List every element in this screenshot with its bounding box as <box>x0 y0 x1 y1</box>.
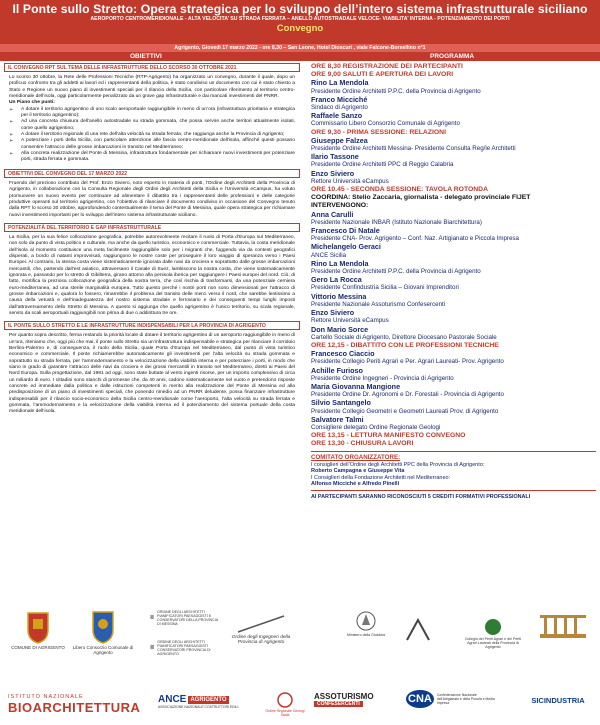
programma-name: Maria Giovanna Mangione <box>311 382 401 391</box>
programma-name: Ilario Tassone <box>311 153 359 162</box>
consorzio-logo <box>72 610 134 655</box>
programma-role: Presidente Nazionale INBAR (Istituto Nazionale Biarchitettura) <box>311 218 482 226</box>
programma-time: ORE 13,15 - LETTURA MANIFESTO CONVEGNO <box>311 432 466 440</box>
cna-label: CNA <box>406 690 434 708</box>
page-subtitle: AEROPORTO CENTROMERIDIONALE - ALTA VELOCITA’ SU STRADA FERRATA – ANELLO AUTOSTRADALE VELOCE- VIABILITA’ INTERNA - POTENZIAMENTO DEI PORTI <box>90 16 510 22</box>
inbar-logo <box>8 694 148 715</box>
programma-name: Rino La Mendola <box>311 79 369 88</box>
programma-role: Presidente Ordine Ingegneri - Provincia di Agrigento <box>311 374 454 382</box>
comune-logo <box>8 610 68 650</box>
section-heading-3: POTENZIALITÀ DEL TERRITORIO E GAP INFRASTRUTTURALE <box>4 223 300 232</box>
programma-role: Consigliere delegato Ordine Regionale Geologi <box>311 423 441 431</box>
date-line: Agrigento, Giovedì 17 marzo 2022 - ore 8,30 – San Leone, Hotel Dioscuri , viale Falcone-Borsellino n°1 <box>0 44 600 52</box>
confederazione-label: Confederazione Nazionale dell'Artigianato e della Piccola e Media Impresa <box>436 693 495 705</box>
programma-name: Franco Micciché <box>311 95 368 104</box>
programma-name: Vittorio Messina <box>311 292 367 301</box>
ance-caption: ASSOCIAZIONE NAZIONALE COSTRUTTORI EDILI <box>158 705 239 709</box>
sicindustria-label: SICINDUSTRIA <box>531 696 585 705</box>
col-head-obiettivi: OBIETTIVI <box>130 53 162 60</box>
programma-role: Presidente CNA- Prov. Agrigento – Conf. Naz. Artigianato e Piccola Impresa <box>311 235 519 243</box>
assoturismo-logo <box>314 692 386 707</box>
ordine-messina-label: ORDINE DEGLI ARCHITETTI PIANIFICATORI PAESAGGISTI E CONSERVATORI DELLA PROVINCIA DI MESSINA <box>157 610 218 626</box>
org-heading: COMITATO ORGANIZZATORE: <box>311 453 401 461</box>
programma-name: Enzo Siviero <box>311 169 355 178</box>
ordine-agrigento-label: ORDINE DEGLI ARCHITETTI PIANIFICATORI PAESAGGISTI CONSERVATORI PROVINCIA DI AGRIGENTO <box>157 640 211 656</box>
programma-time: ORE 13,30 - CHIUSURA LAVORI <box>311 440 414 448</box>
programma-role: Presidente Ordine Dr. Agronomi e Dr. Forestali - Provincia di Agrigento <box>311 391 504 399</box>
list-item: ➢ A potenziare i porti della Sicilia, con particolare attenzione alle fascia centro-meridionale dell’isola, affinché questi possano consentire l’attracco delle grosse imbarcazioni in transito nel Mediterraneo; <box>9 138 295 151</box>
consorzio-label: Libero Consorzio Comunale di Agrigento <box>72 645 134 655</box>
left-column <box>4 63 300 597</box>
section-heading-4: IL PONTE SULLO STRETTO E LE INFRASTRUTTURE INDISPENSABILI PER LA PROVINCIA DI AGRIGENTO <box>4 321 300 330</box>
page-title: Il Ponte sullo Stretto: Opera strategica per lo sviluppo dell’intero sistema infrastrutturale siciliano <box>12 2 588 16</box>
list-item: ➢ Alla concreta realizzazione del Ponte di Messina, infrastruttura fondamentale per richiamare nuovi investimenti per potenziare porti, strada ferrata e gommata. <box>9 151 295 164</box>
programma-time: ORE 12,15 - DIBATTITO CON LE PROFESSIONI TECNICHE <box>311 341 499 349</box>
programma-role: Commissario Libero Consorzio Comunale di Agrigento <box>311 120 460 128</box>
programma-role: Rettore Università eCampus <box>311 177 389 185</box>
col-head-programma: PROGRAMMA <box>430 53 475 60</box>
programma-name: Rino La Mendola <box>311 259 369 268</box>
ministero-logo <box>336 610 396 637</box>
assoturismo-label: ASSOTURISMO <box>314 692 374 701</box>
programma-name: Achille Furioso <box>311 366 363 375</box>
list-item: ➢ A dotare il territorio regionale di una rete dell’alta velocità su strada ferrata, che raggiunga anche la Provincia di Agrigento; <box>9 132 295 138</box>
programma-role: Presidente Nazionale Assoturismo Confesercenti <box>311 300 446 308</box>
programma-time: ORE 9,30 - PRIMA SESSIONE: RELAZIONI <box>311 128 446 136</box>
programma-role: Presidente Confindustria Sicilia – Giovani Imprenditori <box>311 284 459 292</box>
paragraph-4: Per quanto sopra descritto, ferma restando la priorità locale di dotare il territorio agrigentino di un aeroporto raggiungibile in meno di un’ora, riteniamo che, oggi più che mai, il ponte sullo Stretto sia un’infrastruttura indispensabile e strategica per rilanciare il corridoio Berlino-Palermo e, di conseguenza, il ruolo della Sicilia, quale Porta d’Europa nel Mediterraneo, dal punto di vista turistico economico e commerciale. Il ponte richiamerebbe automaticamente gli investimenti per l’alta velocità su strada gommata e soprattutto su strada ferrata, per l’ammodernamento e la velocizzazione della viabilità interna e per potenziare i porti, in modo che siano in grado di garantire l’attracco delle navi da crociera e dei grossi mercantili in transito nel Mediterraneo, diretti ai Paesi del Nord Europa. Sulla progettazione, dal 1981 ad oggi, sono state buttate al vento ingenti risorse, per un importo complessivo di circa un miliardo di euro. I cittadini sono stanchi di promesse che, da 40 anni, cadono sistematicamente nel vuoto e pretendono risposte concrete ed immediate dalla politica e dalle istituzioni competenti in merito alla realizzazione del Ponte di Messina ed alla predisposizione di un piano di investimenti speciali, che ponendo rimedio ad un PNRR deludente, possa finanziare infrastrutture indispensabili per il rilancio socio-economico della Sicilia centro-meridionale come l’aeroporto, l’alta velocità su strada ferrata e gommata, l’ammodernamento e la velocizzazione della viabilità interna ed il potenziamento del sistema portuale della costa meridionale dell’isola. <box>9 333 295 415</box>
programma-time: ORE 9,00 SALUTI E APERTURA DEI LAVORI <box>311 71 454 79</box>
programma-role: Rettore Università eCampus <box>311 317 389 325</box>
sicindustria-logo <box>520 696 596 705</box>
cna-logo <box>406 690 506 708</box>
org-names-2: Alfonso Micciché e Alfredo Pinelli <box>311 481 400 488</box>
programma-name: Raffaele Sanzo <box>311 112 363 121</box>
triangle-logo <box>398 618 438 643</box>
programma-role: Presidente Ordine Architetti P.P.C. della Provincia di Agrigento <box>311 87 481 95</box>
paragraph-2: Fruendo del prezioso contributo del Prof. Enzo Siviero, noto esperto in materia di ponti, l’Ordine degli Architetti della Provincia di Agrigento, in collaborazione con la Consulta Regionale degli Ordini degli Architetti della Sicilia e l’Università eCampus, ha voluto promuovere un nuovo evento per continuare ad alimentare il dibattito tra i rappresentanti delle professioni e delle categorie produttive operanti sul territorio agrigentino, con l’obiettivo di rilanciare il documento condiviso in occasione del Convegno tenuto dalla RPT lo scorso 30 ottobre, approfondendo contestualmente il tema del Ponte di Messina, quale opera strategica per richiamare nuovi investimenti importanti per lo sviluppo dell’intero sistema infrastrutturale siciliano. <box>9 180 295 218</box>
plan-list <box>4 107 300 164</box>
programma-name: Silvio Santangelo <box>311 399 371 408</box>
ordine-agrigento-logo <box>150 640 220 656</box>
section-heading-2: OBIETTIVI DEL CONVEGNO DEL 17 MARZO 2022 <box>4 169 300 178</box>
programma-name: Francesco Ciaccio <box>311 350 375 359</box>
programma-name: Giuseppe Falzea <box>311 136 368 145</box>
geologi-logo <box>262 692 308 717</box>
paragraph-3: La Sicilia, per la sua felice collocazione geografica, potrebbe autorevolmente recitare il ruolo di Porta d’Europa sul Mediterraneo, non solo da punto di vista politico e culturale, ma anche da quello turistico, economico e commerciale. Tuttavia, la costa meridionale dell’isola al momento costituisce una meta facilmente raggiungibile solo per i migranti che, fuggendo via da contesti geografici disperati, a bordo di natanti improvvisati, raggiungono le nostre coste per proseguire il loro viaggio di speranza verso i Paesi Europei. Al contrario, la stessa costa viene sistematicamente ignorata dalle navi da crociera e soprattutto dalle grosse imbarcazioni mercantili, che, partendo dall’est asiatico, attraversano il Canale di Suez, lambiscono la nostra costa, che viene sistematicamente ignorata e, passando per lo stretto di Gibilterra, girano attorno alla penisola iberica per raggiungere i Paesi europei del nord. Ciò, di fatto, mortifica la preziosa collocazione geografica della nostra terra, che così rischia di trasformarsi, da una potenziale cerniera euro-mediterranea, ad una sterile marginalità europea. Tutto questo perché i nostri porti non sono dimensionati per l’attracco di grosse imbarcazioni e, qualora lo fossero, rimarrebbe il problema del transito delle merci verso il nord, che sarebbe lentissimo a causa della vetustà e dell’inadeguatezza del nostro sistema stradale e ferroviario e dei conseguenti tempi lunghi imposti dall’attraversamento dello Stretto di Messina. A questo si aggiunga che quello agrigentino è l’unico territorio, su scala regionale, servito da scali aeroportuali raggiungibili non prima di due o addirittura tre ore. <box>9 234 295 316</box>
programma-role: Sindaco di Agrigento <box>311 104 368 112</box>
section-heading-1: IL CONVEGNO RPT SUL TEMA DELLE INFRASTRUTTURE DELLO SCORSO 30 OTTOBRE 2021 <box>4 63 300 72</box>
programma-column <box>311 63 596 603</box>
programma-role: Presidente Collegio Periti Agrari e Per. Agrari Laureati- Prov. Agrigento <box>311 358 504 366</box>
programma-name: Gero La Rocca <box>311 276 362 285</box>
programma-role: Presidente Ordine Architetti P.P.C. della Provincia di Agrigento <box>311 268 481 276</box>
programma-list <box>311 63 596 449</box>
periti-label: Collegio dei Periti Agrari e dei Periti Agrari Laureati della Provincia di Agrigento <box>464 637 522 649</box>
ance-sub-label: AGRIGENTO <box>190 696 227 703</box>
logos-strip <box>0 608 600 725</box>
programma-name: Salvatore Talmi <box>311 415 364 424</box>
temple-logo <box>534 612 592 643</box>
ministero-label: Ministero della Giustizia <box>347 633 385 637</box>
list-item: ➢ A dotare il territorio agrigentino di uno scalo aeroportuale raggiungibile in meno di un’ora (infrastruttura prioritaria e strategica per il territorio agrigentino); <box>9 107 295 120</box>
divider <box>311 490 596 491</box>
ingegneri-logo <box>226 614 296 645</box>
programma-name: Don Mario Sorce <box>311 325 369 334</box>
ance-label: ANCE <box>158 694 187 705</box>
programma-name: Michelangelo Geraci <box>311 243 381 252</box>
credits-note: AI PARTECIPANTI SARANNO RICONOSCIUTI 5 CREDITI FORMATIVI PROFESSIONALI <box>311 493 531 500</box>
programma-time: ORE 8,30 REGISTRAZIONE DEI PARTECIPANTI <box>311 63 463 70</box>
ordine-messina-logo <box>150 610 220 626</box>
inbar-line-1: ISTITUTO NAZIONALE <box>8 694 84 700</box>
org-names-1: Roberto Campagna e Giuseppe Vita <box>311 468 405 475</box>
programma-name: Enzo Siviero <box>311 309 355 318</box>
periti-logo <box>462 618 524 649</box>
comune-label: COMUNE DI AGRIGENTO <box>11 645 65 650</box>
programma-role: Cartello Sociale di Agrigento, Direttore Diocesano Pastorale Sociale <box>311 333 497 341</box>
convegno-label: Convegno <box>276 23 324 34</box>
programma-role: ANCE Sicilia <box>311 251 347 259</box>
org-line-2: I Consiglieri della Fondazione Architetti nel Mediterraneo: <box>311 474 451 481</box>
ingegneri-label: Ordine degli Ingegneri della Provincia di Agrigento <box>231 635 291 645</box>
confesercenti-label: CONFESERCENTI <box>314 701 363 707</box>
ance-logo <box>158 694 248 709</box>
programma-plain: COORDINA: Stelio Zaccaria, giornalista - delegato provinciale FIJET <box>311 194 531 202</box>
divider <box>311 451 596 452</box>
paragraph-1: Lo scorso 30 ottobre, la Rete delle Professioni Tecniche (RTP-Agrigento) ha organizzato un convegno, durante il quale, dopo un proficuo confronto tra gli addetti ai lavori ed i rappresentanti della politica, è stato condiviso un documento con cui è stato chiesto a Stato e Regione un nuovo piano di investimenti speciali per il rilancio della Sicilia, con particolare riferimento al territorio centro-meridionale dell’isola, oggi particolarmente penalizzato da un grave gap infrastrutturale e dai mancati investimenti del PNRR. <box>9 75 295 100</box>
programma-name: Francesco Di Natale <box>311 227 380 236</box>
geologi-label: Ordine Regionale Geologi Sicilia <box>265 709 305 717</box>
column-headers <box>0 52 600 61</box>
programma-name: Anna Carulli <box>311 210 354 219</box>
programma-time: ORE 10.45 - SECONDA SESSIONE: TAVOLA ROTONDA <box>311 186 488 194</box>
org-line-1: I consiglieri dell’Ordine degli Architetti PPC della Provincia di Agrigento: <box>311 461 485 468</box>
list-item: ➢ Ad una concreta chiusura dell’anello autostradale su strada gommata, che possa servire anche territori attualmente isolati, come quello agrigentino; <box>9 119 295 132</box>
programma-role: Presidente Ordine Architetti PPC di Reggio Calabria <box>311 161 454 169</box>
programma-role: Presidente Ordine Architetti Messina- Presidente Consulta Reg/le Architetti <box>311 145 516 153</box>
inbar-line-2: BIOARCHITETTURA <box>8 700 141 715</box>
header-banner <box>0 0 600 44</box>
programma-plain: INTERVENGONO: <box>311 202 369 210</box>
programma-role: Presidente Collegio Geometri e Geometri Laureati Prov. di Agrigento <box>311 407 499 415</box>
plan-title: Un Piano che punti: <box>9 100 55 106</box>
